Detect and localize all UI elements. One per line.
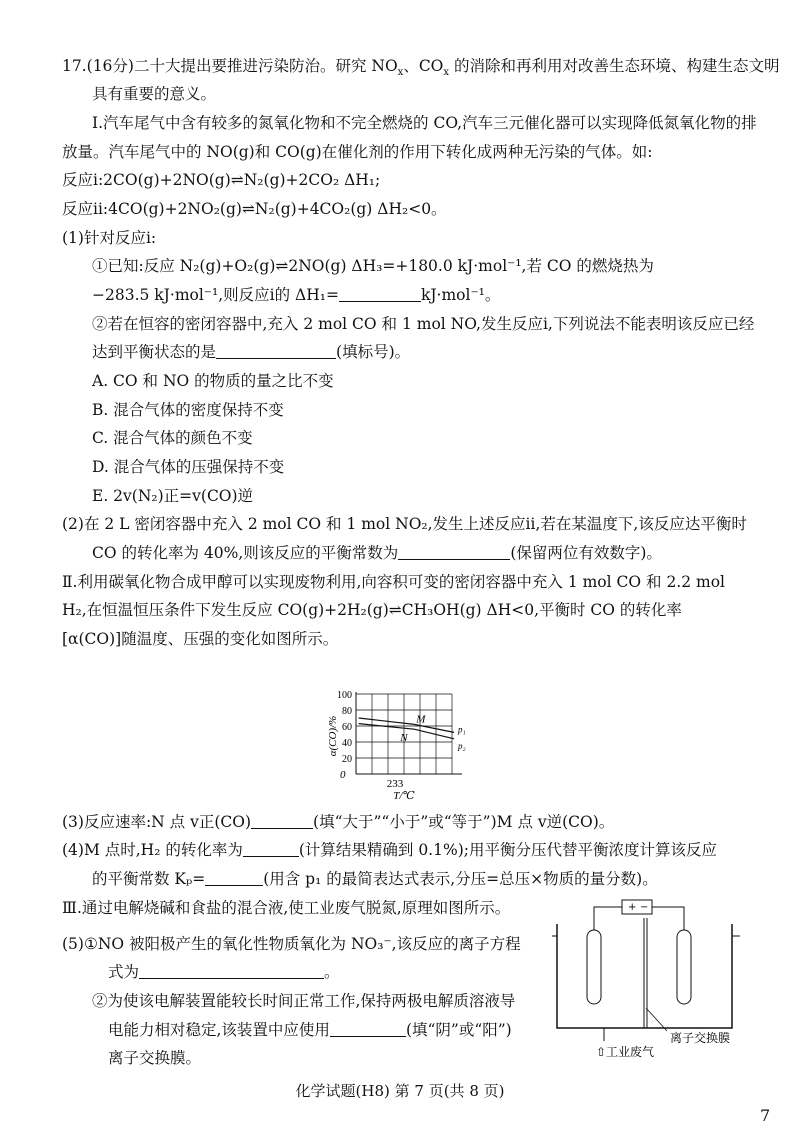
- chart-yticks: [337, 690, 352, 765]
- answer-blank-kp[interactable]: [205, 870, 263, 886]
- part-1-1-line1: ①已知:反应 N₂(g)+O₂(g)⇌2NO(g) ΔH₃=+180.0 kJ·mol⁻¹,若 CO 的燃烧热为: [92, 257, 654, 275]
- part-2-line2: CO 的转化率为 40%,则该反应的平衡常数为 (保留两位有效数字)。: [92, 544, 662, 562]
- reaction-2: 反应ⅱ:4CO(g)+2NO₂(g)⇌N₂(g)+4CO₂(g) ΔH₂<0。: [62, 200, 447, 218]
- point-label: N: [400, 732, 408, 745]
- part-1-2-line1: ②若在恒容的密闭容器中,充入 2 mol CO 和 1 mol NO,发生反应ⅰ,下列说法不能表明该反应已经: [92, 315, 755, 333]
- part-2-line1: (2)在 2 L 密闭容器中充入 2 mol CO 和 1 mol NO₂,发生上述反应ⅱ,若在某温度下,该反应达平衡时: [62, 515, 747, 533]
- page-footer: 化学试题(H8) 第 7 页(共 8 页): [295, 1082, 505, 1100]
- minus-sign: −: [640, 902, 649, 913]
- y-tick-label: 40: [342, 738, 352, 749]
- part-5-line1: (5)①NO 被阳极产生的氧化性物质氧化为 NO₃⁻,该反应的离子方程: [62, 935, 521, 953]
- section-3: Ⅲ.通过电解烧碱和食盐的混合液,使工业废气脱氮,原理如图所示。: [62, 899, 511, 917]
- chart-ylabel: α(CO)/%: [327, 715, 339, 757]
- section-2-line1: Ⅱ.利用碳氧化物合成甲醇可以实现废物利用,向容积可变的密闭容器中充入 1 mol CO 和 2.2 mol: [62, 573, 726, 591]
- series-label: p₁: [458, 724, 466, 735]
- y-tick-label: 20: [342, 754, 352, 765]
- option-d: D. 混合气体的压强保持不变: [92, 458, 285, 476]
- wire-left: [594, 907, 622, 930]
- answer-blank-rate[interactable]: [251, 813, 313, 829]
- y-tick-label: 60: [342, 722, 352, 733]
- chart-series: [359, 718, 466, 751]
- electrode-left: [587, 930, 601, 1004]
- reaction-1: 反应ⅰ:2CO(g)+2NO(g)⇌N₂(g)+2CO₂ ΔH₁;: [62, 171, 381, 189]
- plus-sign: +: [628, 902, 637, 913]
- answer-blank-ion-eq[interactable]: [139, 963, 324, 979]
- section-1-intro-cont: 放量。汽车尾气中的 NO(g)和 CO(g)在催化剂的作用下转化成两种无污染的气体。如:: [62, 143, 653, 161]
- chart-x-tick: 233: [386, 778, 404, 790]
- waste-gas-label: ⇧工业废气: [596, 1045, 655, 1059]
- answer-blank-dh1[interactable]: [339, 286, 421, 302]
- point-label: M: [416, 713, 426, 726]
- part-5-line2: 式为 。: [108, 963, 340, 981]
- part-5-line3: ②为使该电解装置能较长时间正常工作,保持两极电解质溶液导: [92, 992, 516, 1010]
- wire-right: [652, 907, 684, 930]
- option-e: E. 2v(N₂)正=v(CO)逆: [92, 487, 254, 505]
- part-4-line1: (4)M 点时,H₂ 的转化率为 (计算结果精确到 0.1%);用平衡分压代替平衡浓度计算该反应: [62, 841, 717, 859]
- part-5-line5: 离子交换膜。: [108, 1049, 202, 1067]
- question-header-cont: 具有重要的意义。: [92, 85, 217, 103]
- part-3: (3)反应速率:N 点 v正(CO) (填“大于”“小于”或“等于”)M 点 v逆(CO)。: [62, 813, 615, 831]
- part-1-title: (1)针对反应ⅰ:: [62, 229, 157, 247]
- option-b: B. 混合气体的密度保持不变: [92, 401, 284, 419]
- part-5-line4: 电能力相对稳定,该装置中应使用 (填“阴”或“阳”): [108, 1021, 512, 1039]
- question-header: 17.(16分)二十大提出要推进污染防治。研究 $NO_x$、$CO_x$ 的消除和再利用对改善生态环境、构建生态文明: [62, 57, 780, 79]
- conversion-chart: [322, 684, 492, 800]
- section-1-intro: Ⅰ.汽车尾气中含有较多的氮氧化物和不完全燃烧的 CO,汽车三元催化器可以实现降低氮氧化物的排: [92, 114, 757, 132]
- option-c: C. 混合气体的颜色不变: [92, 429, 253, 447]
- electrode-right: [677, 930, 691, 1004]
- series-label: p₂: [458, 740, 466, 751]
- answer-blank-k[interactable]: [398, 544, 510, 560]
- y-tick-label: 80: [342, 706, 352, 717]
- membrane-label: 离子交换膜: [670, 1031, 731, 1045]
- chart-xlabel: T/℃: [393, 790, 415, 800]
- section-2-line3: [α(CO)]随温度、压强的变化如图所示。: [62, 630, 339, 648]
- y-tick-label: 100: [337, 690, 352, 701]
- chart-grid: [356, 692, 462, 774]
- chart-origin: 0: [340, 769, 346, 781]
- option-a: A. CO 和 NO 的物质的量之比不变: [92, 372, 334, 390]
- answer-blank-h2[interactable]: [243, 841, 299, 857]
- answer-blank-equilibrium[interactable]: [216, 343, 336, 359]
- electrolysis-cell-diagram: [552, 896, 742, 1061]
- part-4-line2: 的平衡常数 Kₚ= (用含 p₁ 的最简表达式表示,分压=总压×物质的量分数)。: [92, 870, 658, 888]
- part-1-2-line2: 达到平衡状态的是 (填标号)。: [92, 343, 411, 361]
- answer-blank-membrane[interactable]: [330, 1021, 406, 1037]
- page-number: 7: [760, 1106, 771, 1125]
- section-2-line2: H₂,在恒温恒压条件下发生反应 CO(g)+2H₂(g)⇌CH₃OH(g) ΔH<0,平衡时 CO 的转化率: [62, 601, 682, 619]
- part-1-1-line2: −283.5 kJ·mol⁻¹,则反应ⅰ的 ΔH₁= kJ·mol⁻¹。: [92, 286, 501, 304]
